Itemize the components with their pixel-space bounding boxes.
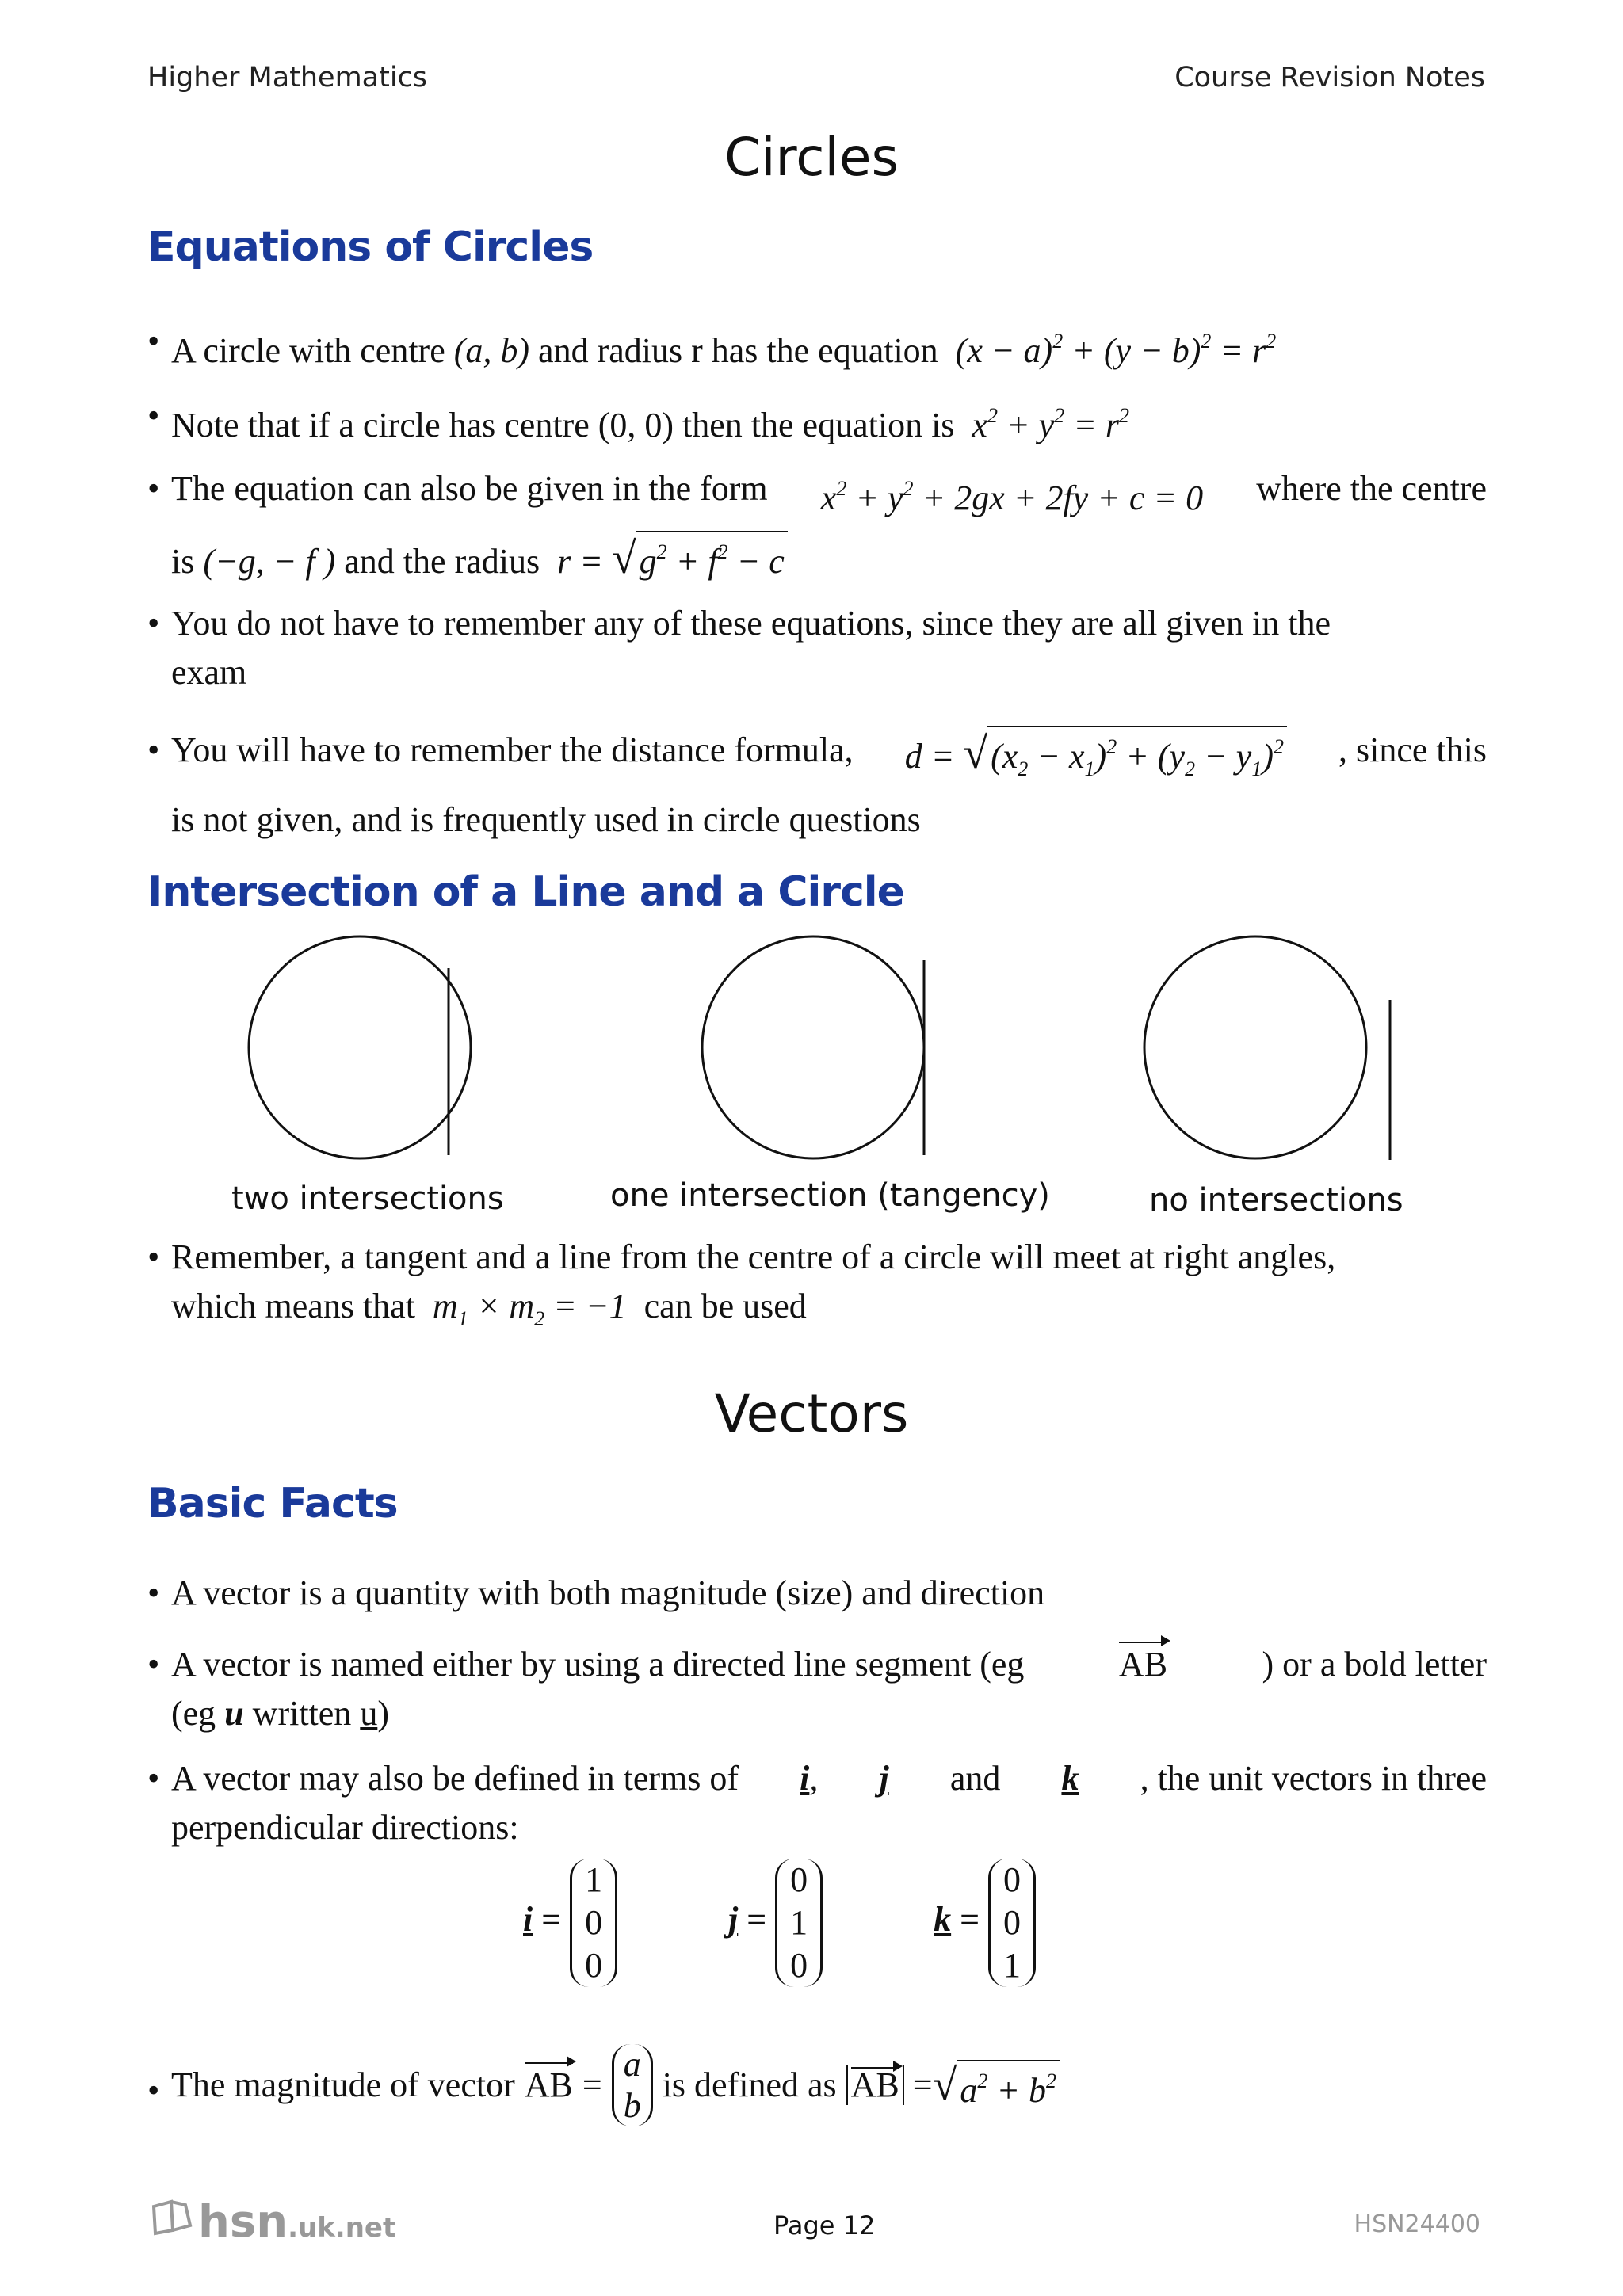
caption-two-intersections: two intersections bbox=[231, 1180, 504, 1217]
bullet-tangent-perpendicular: • Remember, a tangent and a line from the centre of a circle will meet at right angles, which means that $m_1 \times m_2 = -1$ can be used bbox=[147, 1233, 1487, 1344]
bullet-dot: • bbox=[147, 1238, 160, 1276]
bullet-not-remember: • You do not have to remember any of these equations, since they are all given in the exam bbox=[147, 599, 1487, 697]
unit-vector-k: k = 0 0 1 bbox=[934, 1859, 1036, 1987]
bullet-vector-definition: • A vector is a quantity with both magnitude (size) and direction bbox=[147, 1569, 1487, 1618]
vector-ab: AB bbox=[525, 2061, 573, 2110]
bullet-origin-circle: • Note that if a circle has centre (0, 0) then the equation is $x^2 + y^2 = r^2$ bbox=[147, 391, 1487, 450]
radius-formula: $r = √g^2 + f^2 - c$ bbox=[548, 542, 788, 581]
section-heading-equations: Equations of Circles bbox=[147, 223, 594, 271]
footer-logo: hsn .uk.net bbox=[151, 2196, 395, 2248]
bullet-vector-naming: • A vector is named either by using a directed line segment (eg AB ) or a bold letter (eg u written u) bbox=[147, 1640, 1487, 1738]
b4-line1: You do not have to remember any of these equations, since they are all given in the bbox=[171, 604, 1331, 643]
unit-vector-j: j = 0 1 0 bbox=[728, 1859, 823, 1987]
unit-vector-i: i = 1 0 0 bbox=[523, 1859, 617, 1987]
distance-formula: $d = √(x_2 - x_1)^2 + (y_2 - y_1)^2$ bbox=[905, 726, 1287, 789]
bullet-dot: • bbox=[147, 2071, 160, 2110]
bullet-circle-equation: • A circle with centre (a, b) and radius r has the equation $(x - a)^2 + (y - b)^2 = r^2$ bbox=[147, 317, 1487, 376]
bullet-dot: • bbox=[147, 322, 160, 360]
page-title-circles: Circles bbox=[724, 127, 899, 188]
bullet-general-form: • The equation can also be given in the form $x^2 + y^2 + 2gx + 2fy + c = 0$ where the centre is (−g, − f ) and the radius $r = √g^2 + f^2 - c$ bbox=[147, 464, 1487, 586]
bullet-distance-formula: • You will have to remember the distance formula, $d = √(x_2 - x_1)^2 + (y_2 - y_1)^2$ , since this is not given, and is frequently used in circle questions bbox=[147, 726, 1487, 845]
diagram-tangency bbox=[702, 936, 924, 1158]
book-icon bbox=[151, 2199, 195, 2237]
header-left: Higher Mathematics bbox=[147, 62, 428, 93]
document-code: HSN24400 bbox=[1354, 2210, 1480, 2238]
page-title-vectors: Vectors bbox=[714, 1383, 909, 1444]
diagram-two-intersections bbox=[249, 936, 471, 1158]
diagram-no-intersections bbox=[1144, 936, 1390, 1160]
intersection-diagram bbox=[0, 935, 1623, 1204]
bold-vector-u: u bbox=[224, 1694, 244, 1733]
bullet-unit-vectors: • A vector may also be defined in terms of i, j and k , the unit vectors in three perpendicular directions: bbox=[147, 1754, 1487, 1852]
general-form-equation: $x^2 + y^2 + 2gx + 2fy + c = 0$ bbox=[820, 477, 1204, 517]
caption-no-intersections: no intersections bbox=[1149, 1182, 1403, 1219]
centre-ab: (a, b) bbox=[453, 331, 530, 370]
perpendicular-gradients: $m_1 \times m_2 = -1$ bbox=[423, 1287, 636, 1330]
page-number: Page 12 bbox=[773, 2210, 876, 2241]
magnitude-formula: AB = √ $a^2 + b^2$ bbox=[846, 2060, 1060, 2111]
vector-ab-column: a b bbox=[612, 2044, 653, 2126]
vector-ab-arrow: AB bbox=[1119, 1640, 1167, 1689]
general-centre: (−g, − f ) bbox=[203, 542, 336, 581]
centre-origin: (0, 0) bbox=[598, 406, 674, 444]
unit-vector-columns bbox=[523, 1859, 1036, 1987]
bullet-dot: • bbox=[147, 469, 160, 508]
underlined-vector-u: u bbox=[360, 1694, 378, 1733]
bullet-dot: • bbox=[147, 1759, 160, 1798]
circle-equation: $(x - a)^2 + (y - b)^2 = r^2$ bbox=[946, 330, 1277, 370]
caption-tangency: one intersection (tangency) bbox=[610, 1177, 1050, 1214]
bullet-dot: • bbox=[147, 396, 160, 435]
section-heading-basic-facts: Basic Facts bbox=[147, 1480, 398, 1527]
origin-circle-equation: $x^2 + y^2 = r^2$ bbox=[963, 404, 1130, 444]
bullet-dot: • bbox=[147, 730, 160, 769]
bullet-dot: • bbox=[147, 1645, 160, 1684]
bullet-dot: • bbox=[147, 1573, 160, 1612]
bullet-dot: • bbox=[147, 604, 160, 643]
header-right: Course Revision Notes bbox=[1174, 62, 1485, 93]
bullet-magnitude: • The magnitude of vector AB = a b is defined as AB = √ $a^2 + b^2$ bbox=[147, 2044, 1487, 2126]
section-heading-intersection: Intersection of a Line and a Circle bbox=[147, 868, 904, 916]
